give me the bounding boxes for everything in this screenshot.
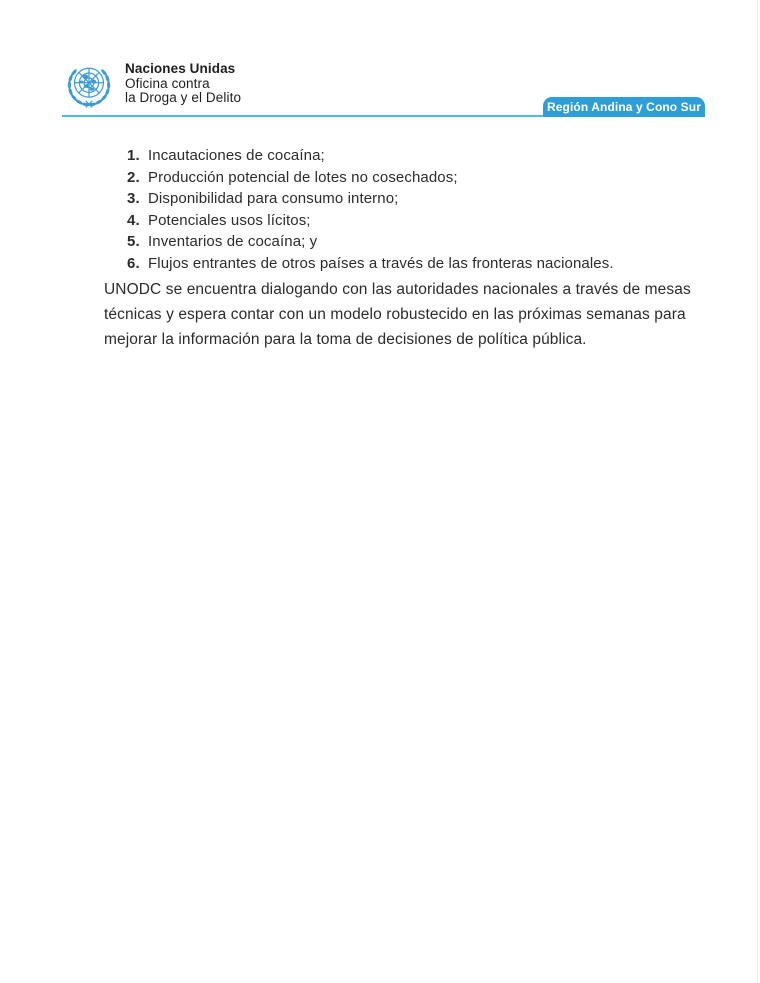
list-item-number: 1.	[127, 147, 140, 164]
numbered-list	[127, 145, 614, 275]
list-item-text: Disponibilidad para consumo interno;	[148, 190, 399, 208]
list-item-text: Inventarios de cocaína; y	[148, 233, 318, 251]
list-item-number: 3.	[127, 190, 140, 208]
org-name-line2: Oficina contra	[125, 75, 210, 91]
body-paragraph	[104, 277, 691, 352]
org-name-line3: la Droga y el Delito	[125, 90, 242, 105]
list-item	[127, 253, 614, 275]
list-item-number: 2.	[127, 168, 140, 186]
page-edge	[757, 0, 758, 983]
org-name-line1: Naciones Unidas	[125, 61, 236, 76]
list-item-number: 6.	[127, 254, 140, 272]
list-item-number: 4.	[127, 211, 140, 229]
list-item-text: Incautaciones de cocaína;	[148, 147, 325, 164]
un-emblem-icon	[61, 58, 117, 114]
paragraph-line: UNODC se encuentra dialogando con las autoridades nacionales a través de mesas	[104, 281, 691, 298]
paragraph-line: técnicas y espera contar con un modelo robustecido en las próximas semanas para	[104, 306, 686, 323]
list-item	[127, 231, 614, 253]
list-item-text: Producción potencial de lotes no cosechados;	[148, 168, 458, 186]
list-item	[127, 210, 614, 232]
list-item-number: 5.	[127, 233, 140, 251]
list-item-text: Potenciales usos lícitos;	[148, 211, 311, 229]
org-name	[125, 62, 241, 106]
list-item	[127, 145, 614, 167]
paragraph-line: mejorar la información para la toma de decisiones de política pública.	[104, 331, 587, 348]
list-item	[127, 167, 614, 189]
list-item-text: Flujos entrantes de otros países a través de las fronteras nacionales.	[148, 254, 614, 272]
document-header	[0, 0, 760, 130]
list-item	[127, 188, 614, 210]
region-badge: Región Andina y Cono Sur	[543, 97, 705, 117]
